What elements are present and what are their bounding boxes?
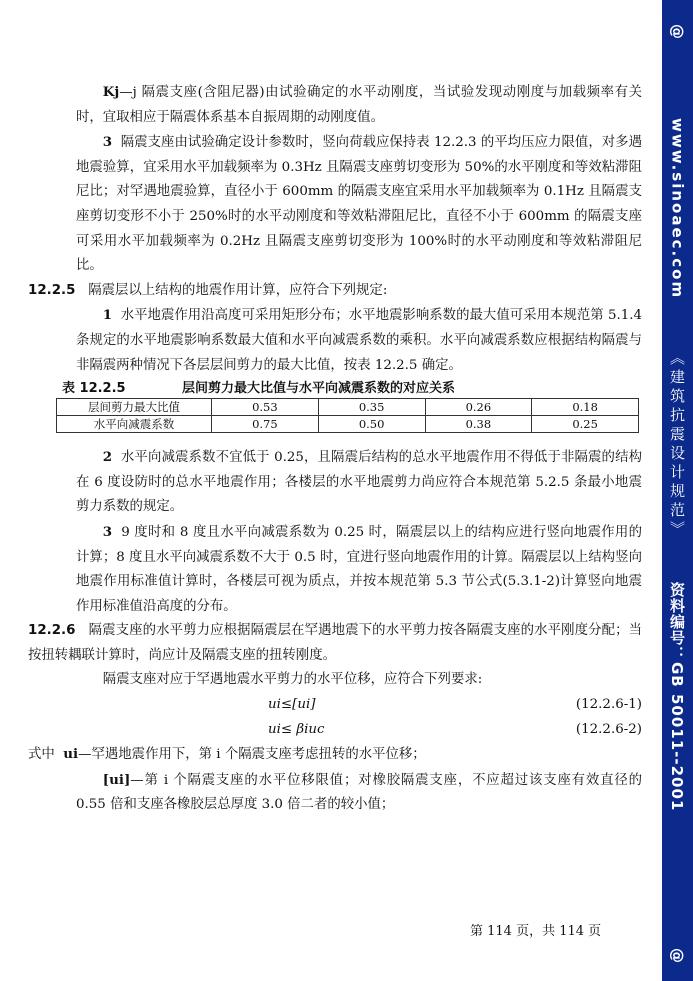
definition-ui-limit: [76, 768, 642, 818]
table-cell: 0.25: [532, 416, 639, 433]
paragraph-kj: [76, 80, 642, 130]
table-cell: 0.35: [318, 399, 425, 416]
table-title: 层间剪力最大比值与水平向减震系数的对应关系: [182, 381, 456, 397]
section-number: 12.2.5: [28, 282, 76, 298]
table-number: 表 12.2.5: [62, 381, 126, 397]
document-body: [28, 80, 643, 818]
paragraph-item-2: [76, 445, 642, 520]
table-cell: 0.53: [212, 399, 319, 416]
formula-expression: ui≤ βiuc: [268, 721, 325, 737]
formula-12-2-6-2: [76, 718, 642, 743]
symbol-kj: Kj: [102, 84, 120, 100]
formula-expression: ui≤[ui]: [268, 697, 316, 713]
section-text: 隔震支座的水平剪力应根据隔震层在罕遇地震下的水平剪力按各隔震支座的水平刚度分配；当按扭转耦联计算时，尚应计及隔震支座的扭转刚度。: [28, 623, 642, 663]
formula-number: (12.2.6-2): [575, 721, 642, 737]
item-number: 1: [102, 307, 113, 324]
paragraph-text: 水平地震作用沿高度可采用矩形分布；水平地震影响系数的最大值可采用本规范第 5.1.4 条规定的水平地震影响系数最大值和水平向减震系数的乘积。水平向减震系数应根据结构隔震与非隔震两种情况下各层层间剪力的最大比值，按表 12.2.5 确定。: [76, 308, 643, 373]
table-row: [57, 416, 639, 433]
coefficient-table: [56, 398, 639, 433]
paragraph-text: 水平向减震系数不宜低于 0.25，且隔震后结构的总水平地震作用不得低于非隔震的结构在 6 度设防时的总水平地震作用；各楼层的水平地震剪力尚应符合本规范第 5.2.5 条最小地震剪力系数的规定。: [76, 450, 642, 515]
table-row-header: 水平向减震系数: [57, 416, 212, 433]
paragraph-kj-text: —j 隔震支座(含阻尼器)由试验确定的水平动刚度，当试验发现动刚度与加载频率有关时，宜取相应于隔震体系基本自振周期的动刚度值。: [76, 85, 642, 125]
document-code: 资料编号：GB 50011--2001: [668, 582, 686, 812]
definition-lead: 式中: [28, 747, 55, 763]
definition-symbol: ui: [63, 746, 79, 763]
book-title: 《建筑抗震设计规范》: [668, 350, 686, 540]
site-url: www.sinoaec.com: [668, 118, 687, 300]
paragraph-item-1: [76, 303, 642, 378]
item-number: 3: [102, 134, 113, 151]
table-cell: 0.38: [425, 416, 532, 433]
table-caption: [62, 380, 642, 398]
formula-12-2-6-1: [76, 693, 642, 718]
paragraph-item-3a: [76, 130, 642, 279]
at-sign-bottom: @: [668, 948, 687, 964]
section-12-2-5: [28, 279, 642, 304]
page-number-footer: 第 114 页，共 114 页: [470, 924, 602, 939]
definition-text: —第 i 个隔震支座的水平位移限值；对橡胶隔震支座，不应超过该支座有效直径的 0.55 倍和支座各橡胶层总厚度 3.0 倍二者的较小值；: [76, 772, 642, 813]
item-number: 3: [102, 523, 113, 540]
table-cell: 0.18: [532, 399, 639, 416]
definition-text: —罕遇地震作用下，第 i 个隔震支座考虑扭转的水平位移；: [78, 747, 426, 763]
paragraph-text: 9 度时和 8 度且水平向减震系数为 0.25 时，隔震层以上的结构应进行竖向地震作用的计算；8 度且水平向减震系数不大于 0.5 时，宜进行竖向地震作用的计算。隔震层以上结构竖向地震作用标准值计算时，各楼层可视为质点，并按本规范第 5.3 节公式(5.3.1-2)计算竖向地震作用标准值沿高度的分布。: [76, 524, 643, 614]
table-cell: 0.75: [212, 416, 319, 433]
paragraph-item-3b: [76, 520, 642, 619]
at-sign-top: @: [668, 24, 687, 40]
formula-number: (12.2.6-1): [575, 697, 642, 713]
item-number: 2: [102, 449, 113, 466]
section-number: 12.2.6: [28, 623, 76, 639]
table-row: [57, 399, 639, 416]
side-banner: [662, 0, 693, 981]
table-cell: 0.50: [318, 416, 425, 433]
definition-symbol: [ui]: [102, 771, 131, 788]
section-text: 隔震层以上结构的地震作用计算，应符合下列规定:: [88, 282, 388, 298]
definition-ui: [28, 742, 642, 768]
table-row-header: 层间剪力最大比值: [57, 399, 212, 416]
table-cell: 0.26: [425, 399, 532, 416]
section-12-2-6: [28, 619, 642, 668]
paragraph-displacement: 隔震支座对应于罕遇地震水平剪力的水平位移，应符合下列要求:: [102, 672, 483, 688]
paragraph-text: 隔震支座由试验确定设计参数时，竖向荷载应保持表 12.2.3 的平均压应力限值，对多遇地震验算，宜采用水平加载频率为 0.3Hz 且隔震支座剪切变形为 50%的水平刚度和等效粘滞阻尼比；对罕遇地震验算，直径小于 600mm 的隔震支座宜采用水平加载频率为 0.1Hz 且隔震支座剪切变形不小于 250%时的水平动刚度和等效粘滞阻尼比，直径不小于 600mm 的隔震支座可采用水平加载频率为 0.2Hz 且隔震支座剪切变形为 100%时的水平动刚度和等效粘滞阻尼比。: [76, 135, 643, 274]
